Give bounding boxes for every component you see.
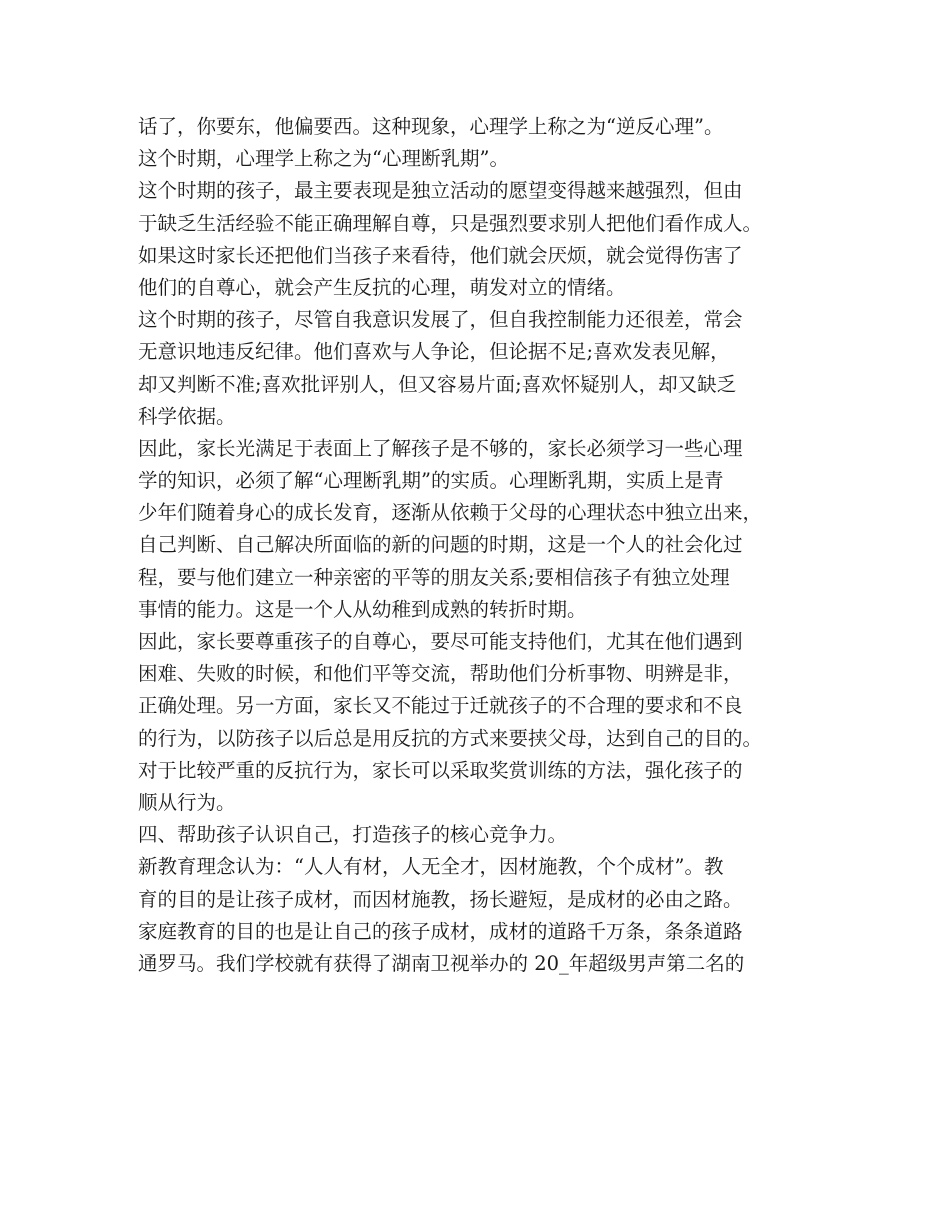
- text-line-18: 困难、失败的时候，和他们平等交流，帮助他们分析事物、明辨是非，: [138, 662, 743, 686]
- text-line-11: 因此，家长光满足于表面上了解孩子是不够的，家长必须学习一些心理: [138, 436, 743, 460]
- text-line-6: 他们的自尊心，就会产生反抗的心理，萌发对立的情绪。: [138, 275, 626, 299]
- text-line-1: 话了，你要东，他偏要西。这种现象，心理学上称之为“逆反心理”。: [138, 115, 724, 138]
- text-line-22: 顺从行为。: [138, 790, 236, 814]
- text-line-16: 事情的能力。这是一个人从幼稚到成熟的转折时期。: [138, 597, 587, 621]
- text-line-21: 对于比较严重的反抗行为，家长可以采取奖赏训练的方法，强化孩子的: [138, 758, 743, 782]
- text-line-2: 这个时期，心理学上称之为“心理断乳期”。: [138, 147, 509, 171]
- text-line-27: 通罗马。我们学校就有获得了湖南卫视举办的 20_年超级男声第二名的: [138, 951, 745, 975]
- body-text: [138, 111, 838, 980]
- text-line-5: 如果这时家长还把他们当孩子来看待，他们就会厌烦，就会觉得伤害了: [138, 243, 743, 267]
- text-line-15: 程，要与他们建立一种亲密的平等的朋友关系;要相信孩子有独立处理: [138, 565, 730, 589]
- text-line-20: 的行为，以防孩子以后总是用反抗的方式来要挟父母，达到自己的目的。: [138, 726, 763, 750]
- text-line-4: 于缺乏生活经验不能正确理解自尊，只是强烈要求别人把他们看作成人。: [138, 211, 763, 235]
- text-line-3: 这个时期的孩子，最主要表现是独立活动的愿望变得越来越强烈，但由: [138, 179, 743, 203]
- text-line-17: 因此，家长要尊重孩子的自尊心，要尽可能支持他们，尤其在他们遇到: [138, 630, 743, 653]
- text-line-14: 自己判断、自己解决所面临的新的问题的时期，这是一个人的社会化过: [138, 533, 743, 557]
- text-line-10: 科学依据。: [138, 404, 236, 428]
- text-line-26: 家庭教育的目的也是让自己的孩子成材，成材的道路千万条，条条道路: [138, 919, 743, 943]
- text-line-7: 这个时期的孩子，尽管自我意识发展了，但自我控制能力还很差，常会: [138, 308, 743, 332]
- text-line-25: 育的目的是让孩子成材，而因材施教，扬长避短，是成材的必由之路。: [138, 887, 743, 911]
- section-heading: 四、帮助孩子认识自己，打造孩子的核心竞争力。: [138, 823, 568, 847]
- text-line-9: 却又判断不准;喜欢批评别人，但又容易片面;喜欢怀疑别人，却又缺乏: [138, 372, 737, 396]
- text-line-8: 无意识地违反纪律。他们喜欢与人争论，但论据不足;喜欢发表见解，: [138, 340, 730, 364]
- text-line-12: 学的知识，必须了解“心理断乳期”的实质。心理断乳期，实质上是青: [138, 469, 724, 493]
- text-line-24: 新教育理念认为：“人人有材，人无全才，因材施教，个个成材”。教: [138, 855, 724, 879]
- text-line-13: 少年们随着身心的成长发育，逐渐从依赖于父母的心理状态中独立出来，: [138, 501, 763, 525]
- text-line-19: 正确处理。另一方面，家长又不能过于迁就孩子的不合理的要求和不良: [138, 694, 743, 718]
